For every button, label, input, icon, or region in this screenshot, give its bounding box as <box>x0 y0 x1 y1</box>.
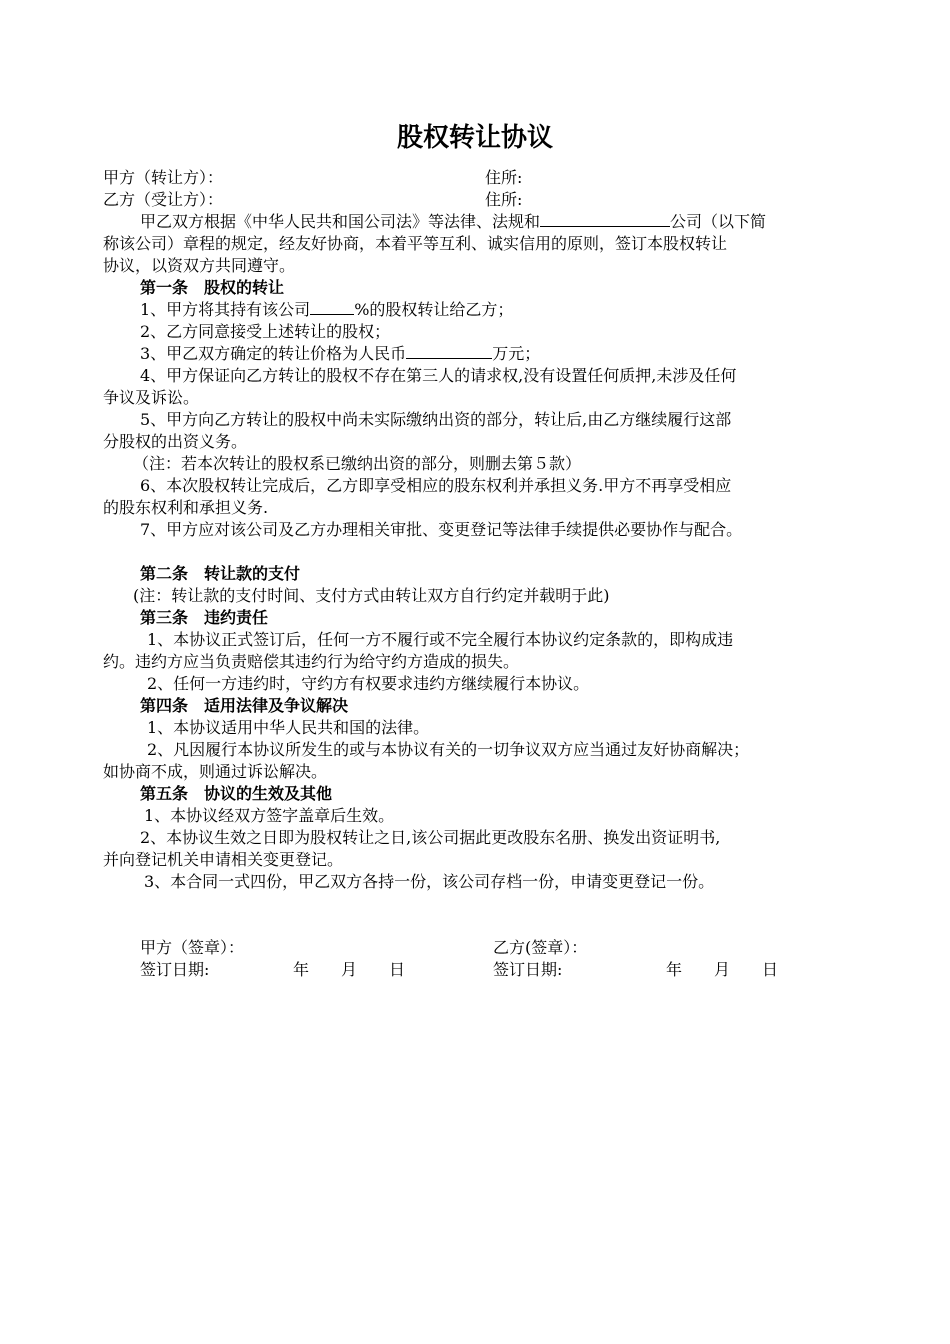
party-b-date-label: 签订日期: <box>493 960 563 979</box>
party-a-date-label: 签订日期: <box>140 960 210 979</box>
intro-line-2: 称该公司）章程的规定，经友好协商，本着平等互利、诚实信用的原则，签订本股权转让 <box>103 234 728 253</box>
article-1-heading: 第一条 股权的转让 <box>140 278 285 297</box>
article-1-item-4-line-1: 4、甲方保证向乙方转让的股权不存在第三人的请求权,没有设置任何质押,未涉及任何 <box>140 366 737 385</box>
article-1-item-4-line-2: 争议及诉讼。 <box>103 388 200 407</box>
party-b-date-year: 年 <box>666 960 683 979</box>
article-1-item-7: 7、甲方应对该公司及乙方办理相关审批、变更登记等法律手续提供必要协作与配合。 <box>140 520 743 539</box>
party-a-label: 甲方（转让方）： <box>103 168 224 187</box>
article-1-item-1: 1、甲方将其持有该公司 %的股权转让给乙方； <box>140 300 514 319</box>
party-b-address-label: 住所: <box>485 190 523 209</box>
article-1-item-6-line-1: 6、本次股权转让完成后，乙方即享受相应的股东权利并承担义务.甲方不再享受相应 <box>140 476 732 495</box>
article-3-heading: 第三条 违约责任 <box>140 608 269 627</box>
article-1-item-2: 2、乙方同意接受上述转让的股权； <box>140 322 391 341</box>
article-4-heading: 第四条 适用法律及争议解决 <box>140 696 349 715</box>
article-1-item-5-line-1: 5、甲方向乙方转让的股权中尚未实际缴纳出资的部分，转让后,由乙方继续履行这部 <box>140 410 732 429</box>
party-b-label: 乙方（受让方）： <box>103 190 224 209</box>
article-4-item-2-line-1: 2、凡因履行本协议所发生的或与本协议有关的一切争议双方应当通过友好协商解决； <box>147 740 750 759</box>
price-blank <box>406 343 492 359</box>
article-4-item-1: 1、本协议适用中华人民共和国的法律。 <box>147 718 430 737</box>
intro-line-1: 甲乙双方根据《中华人民共和国公司法》等法律、法规和 公司（以下简 <box>140 212 767 231</box>
party-a-date-day: 日 <box>389 960 406 979</box>
company-name-blank <box>540 211 670 227</box>
party-b-signature-label: 乙方(签章）： <box>493 938 588 957</box>
article-5-item-3: 3、本合同一式四份，甲乙双方各持一份，该公司存档一份，申请变更登记一份。 <box>144 872 715 891</box>
party-a-date-month: 月 <box>341 960 358 979</box>
article-1-item-3: 3、甲乙双方确定的转让价格为人民币 万元； <box>140 344 541 363</box>
party-b-date-month: 月 <box>714 960 731 979</box>
article-2-heading: 第二条 转让款的支付 <box>140 564 301 583</box>
article-3-item-2: 2、任何一方违约时，守约方有权要求违约方继续履行本协议。 <box>147 674 590 693</box>
article-2-note: (注：转让款的支付时间、支付方式由转让双方自行约定并载明于此) <box>133 586 610 605</box>
party-a-signature-label: 甲方（签章）： <box>140 938 245 957</box>
article-1-item-5-line-2: 分股权的出资义务。 <box>103 432 248 451</box>
percentage-blank <box>310 299 354 315</box>
article-4-item-2-line-2: 如协商不成，则通过诉讼解决。 <box>103 762 328 781</box>
article-1-note: （注：若本次转让的股权系已缴纳出资的部分，则删去第５款） <box>133 454 582 473</box>
document-title: 股权转让协议 <box>396 123 553 153</box>
party-b-date-day: 日 <box>762 960 779 979</box>
article-3-item-1-line-2: 约。违约方应当负责赔偿其违约行为给守约方造成的损失。 <box>103 652 520 671</box>
article-5-item-2-line-1: 2、本协议生效之日即为股权转让之日,该公司据此更改股东名册、换发出资证明书, <box>140 828 721 847</box>
article-5-item-1: 1、本协议经双方签字盖章后生效。 <box>144 806 395 825</box>
party-a-address-label: 住所: <box>485 168 523 187</box>
article-5-item-2-line-2: 并向登记机关申请相关变更登记。 <box>103 850 344 869</box>
article-1-item-6-line-2: 的股东权利和承担义务. <box>103 498 269 517</box>
article-5-heading: 第五条 协议的生效及其他 <box>140 784 333 803</box>
article-3-item-1-line-1: 1、本协议正式签订后，任何一方不履行或不完全履行本协议约定条款的，即构成违 <box>147 630 734 649</box>
party-a-date-year: 年 <box>293 960 310 979</box>
intro-line-3: 协议，以资双方共同遵守。 <box>103 256 296 275</box>
